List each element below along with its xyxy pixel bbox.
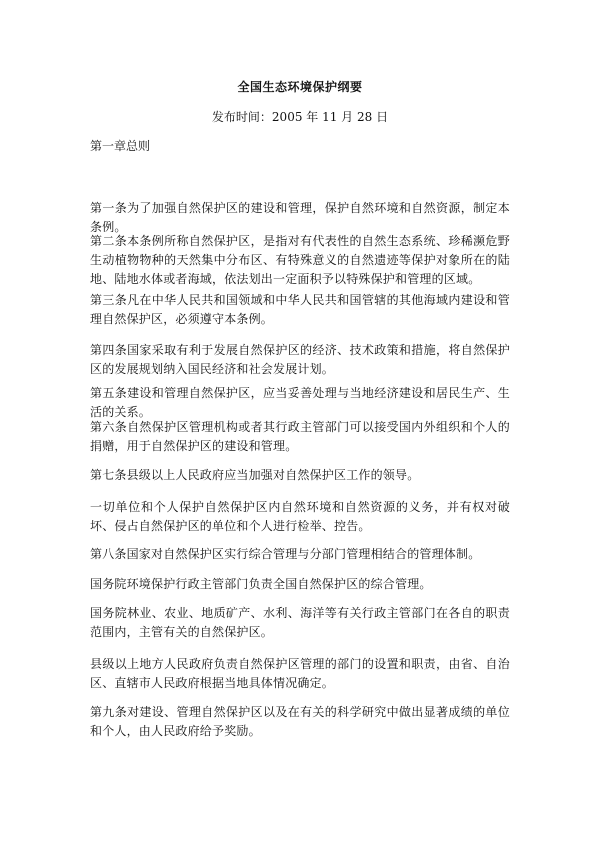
article-3: 第三条凡在中华人民共和国领域和中华人民共和国管辖的其他海域内建设和管理自然保护区，必须遵守本条例。 [90,293,510,326]
article-1: 第一条为了加强自然保护区的建设和管理，保护自然环境和自然资源，制定本条例。 [90,201,510,234]
article-4: 第四条国家采取有利于发展自然保护区的经济、技术政策和措施，将自然保护区的发展规划纳入国民经济和社会发展计划。 [90,343,510,376]
article-8-clause-1: 国务院环境保护行政主管部门负责全国自然保护区的综合管理。 [90,577,432,591]
article-2: 第二条本条例所称自然保护区，是指对有代表性的自然生态系统、珍稀濒危野生动植物物种的天然集中分布区、有特殊意义的自然遗迹等保护对象所在的陆地、陆地水体或者海域，依法划出一定面积予以特殊保护和管理的区域。 [90,234,510,286]
article-6: 第六条自然保护区管理机构或者其行政主管部门可以接受国内外组织和个人的捐赠，用于自然保护区的建设和管理。 [90,420,510,453]
article-7-clause: 一切单位和个人保护自然保护区内自然环境和自然资源的义务，并有权对破坏、侵占自然保护区的单位和个人进行检举、控告。 [90,500,510,533]
article-8-clause-2: 国务院林业、农业、地质矿产、水利、海洋等有关行政主管部门在各自的职责范围内，主管有关的自然保护区。 [90,606,510,639]
article-8-clause-3: 县级以上地方人民政府负责自然保护区管理的部门的设置和职责，由省、自治区、直辖市人民政府根据当地具体情况确定。 [90,657,510,690]
article-5: 第五条建设和管理自然保护区，应当妥善处理与当地经济建设和居民生产、生活的关系。 [90,386,510,419]
document-title: 全国生态环境保护纲要 [237,80,363,94]
publish-date: 发布时间：2005 年 11 月 28 日 [211,110,389,124]
article-9: 第九条对建设、管理自然保护区以及在有关的科学研究中做出显著成绩的单位和个人，由人民政府给予奖励。 [90,705,510,738]
article-8: 第八条国家对自然保护区实行综合管理与分部门管理相结合的管理体制。 [90,547,481,561]
article-7: 第七条县级以上人民政府应当加强对自然保护区工作的领导。 [90,468,420,482]
chapter-heading: 第一章总则 [90,139,151,153]
